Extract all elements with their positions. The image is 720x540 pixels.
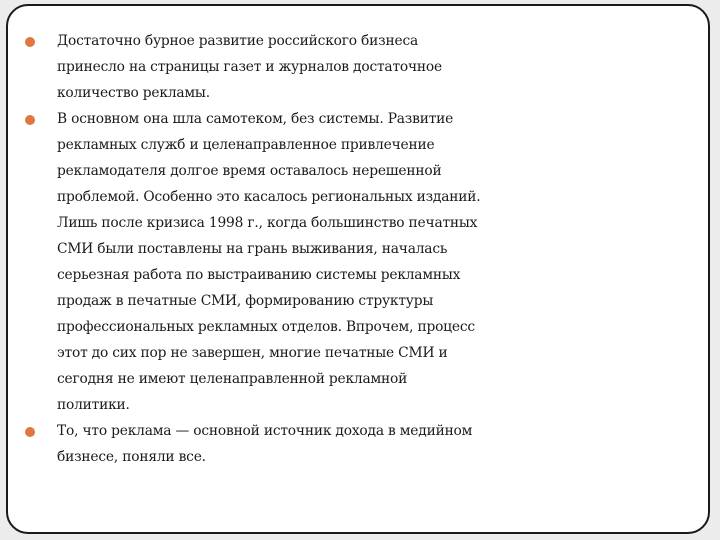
- text-line: проблемой. Особенно это касалось региональных изданий.: [57, 189, 481, 205]
- text-line: СМИ были поставлены на грань выживания, началась: [57, 241, 448, 257]
- content-frame: [6, 4, 710, 534]
- text-line: серьезная работа по выстраиванию системы рекламных: [57, 267, 461, 283]
- text-line: рекламных служб и целенаправленное привлечение: [57, 137, 435, 153]
- bullet-dot-icon: [25, 37, 35, 47]
- text-line: продаж в печатные СМИ, формированию структуры: [57, 293, 434, 309]
- bullet-item: [25, 418, 713, 470]
- bullet-item: [25, 28, 713, 106]
- text-line: профессиональных рекламных отделов. Впрочем, процесс: [57, 319, 475, 335]
- text-line: рекламодателя долгое время оставалось нерешенной: [57, 163, 442, 179]
- text-line: В основном она шла самотеком, без системы. Развитие: [57, 111, 454, 127]
- text-line: бизнесе, поняли все.: [57, 449, 206, 465]
- text-line: Лишь после кризиса 1998 г., когда большинство печатных: [57, 215, 478, 231]
- text-line: этот до сих пор не завершен, многие печатные СМИ и: [57, 345, 448, 361]
- bullet-list: [25, 28, 713, 470]
- text-line: политики.: [57, 397, 130, 413]
- text-line: То, что реклама — основной источник дохода в медийном: [57, 423, 473, 439]
- bullet-item: [25, 106, 713, 418]
- text-line: количество рекламы.: [57, 85, 210, 101]
- bullet-dot-icon: [25, 427, 35, 437]
- text-line: принесло на страницы газет и журналов достаточное: [57, 59, 442, 75]
- bullet-dot-icon: [25, 115, 35, 125]
- text-line: сегодня не имеют целенаправленной рекламной: [57, 371, 408, 387]
- text-line: Достаточно бурное развитие российского бизнеса: [57, 33, 418, 49]
